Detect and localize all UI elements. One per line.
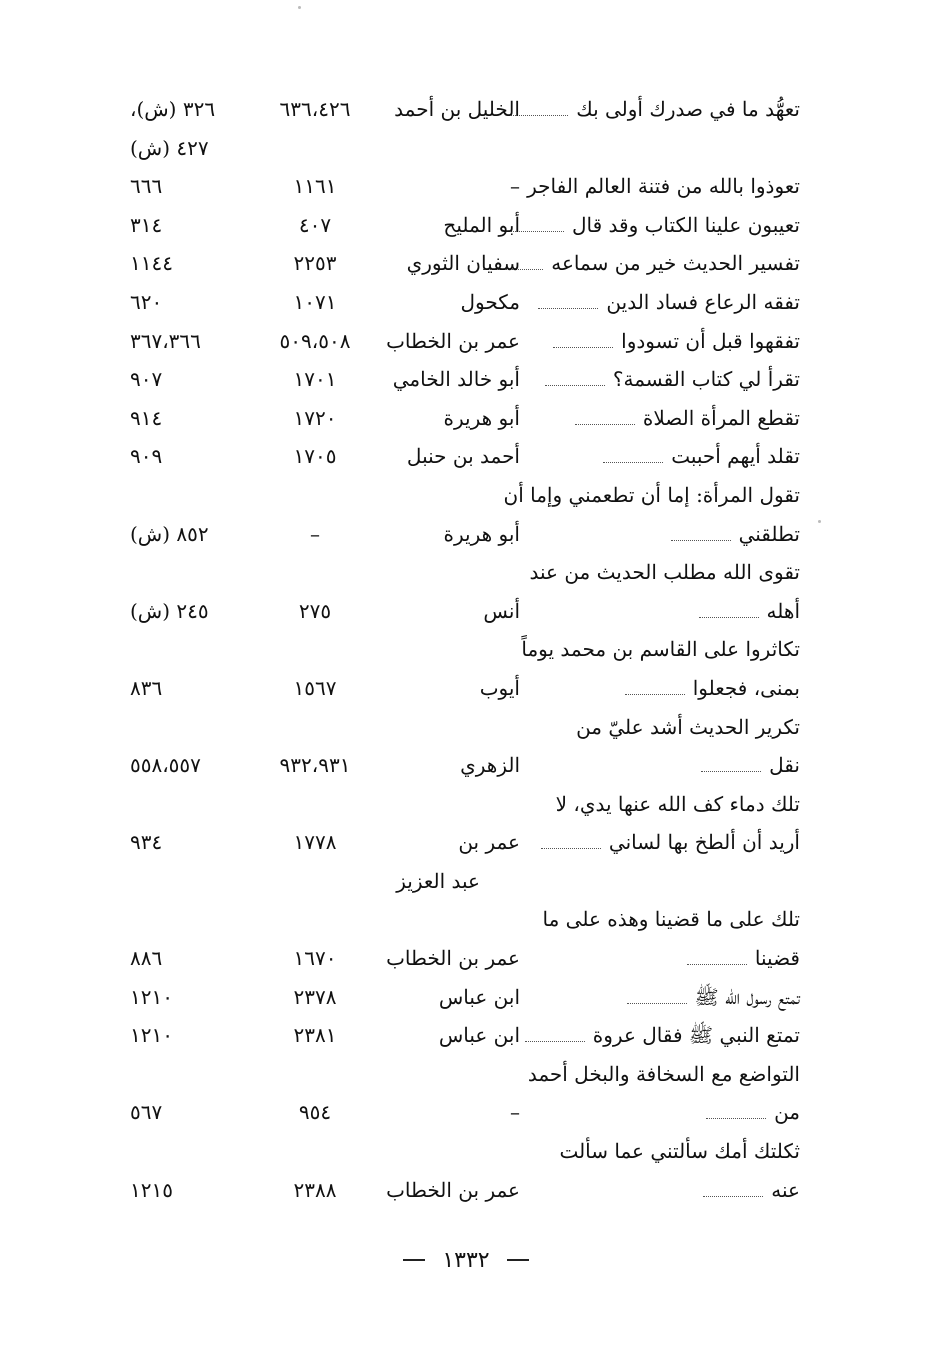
page-reference: ٥٥٨،٥٥٧ [130,753,201,778]
narrator-name: مكحول [460,289,520,314]
leader-dots [625,692,685,695]
scan-speck [818,520,821,523]
hadith-number: ٩٣٢،٩٣١ [279,753,351,778]
hadith-text [500,94,800,124]
index-row [130,167,800,206]
index-row [130,746,800,785]
page-reference: ٩٣٤ [130,830,163,855]
index-row [130,592,800,631]
hadith-text-label: تفقه الرعاع فساد الدين [606,289,800,314]
leader-dots [627,1001,687,1004]
hadith-number: ١٠٧١ [293,289,337,314]
page-reference: ٥٦٧ [130,1100,163,1125]
hadith-text [576,712,800,742]
page-reference: ١٢١٠ [130,984,173,1009]
hadith-text [545,326,800,356]
hadith-text-label: تقطع المرأة الصلاة [642,405,800,430]
hadith-number: ١٧٠٥ [293,444,337,469]
page-reference: ٦٦٦ [130,174,163,199]
index-row [130,862,800,901]
index-row [130,1016,800,1055]
hadith-text-label: بمنى، فجعلوا [692,675,800,700]
hadith-number: ١٦٧٠ [293,946,337,971]
hadith-text-label: تعهُّد ما في صدرك أولى بك [576,97,800,121]
leader-dots [603,460,663,463]
page-reference: ١١٤٤ [130,251,173,276]
hadith-text [567,403,800,433]
hadith-text [521,634,800,664]
page-reference: ٨٨٦ [130,946,163,971]
narrator-name: الخليل بن أحمد [394,97,520,121]
index-row [130,900,800,939]
footer-dash [403,1259,425,1261]
hadith-number: ١٧٠١ [293,367,337,392]
page-reference: ١٢١٥ [130,1177,173,1202]
index-row [130,939,800,978]
hadith-number: ٢٣٧٨ [293,984,337,1009]
footer-dash [507,1259,529,1261]
narrator-name: ابن عباس [438,984,520,1009]
narrator-name: عمر بن الخطاب [386,946,520,971]
narrator-name: عمر بن الخطاب [386,328,520,353]
narrator-name: – [510,174,520,199]
hadith-text-label: أهله [766,598,800,623]
hadith-text [496,210,800,240]
leader-dots [706,1116,766,1119]
page-reference: ٩١٤ [130,405,163,430]
narrator-name: سفيان الثوري [406,251,520,276]
page-reference: ١٢١٠ [130,1023,173,1048]
hadith-text [691,596,800,626]
hadith-number: – [310,521,320,546]
hadith-text [556,789,800,819]
page-reference: ٤٢٧ (ش) [130,135,209,160]
hadith-text-label: تقوى الله مطلب الحديث من عند [529,560,800,585]
page-reference: ٩٠٧ [130,367,163,392]
leader-dots [699,615,759,618]
leader-dots [541,846,601,849]
narrator-name: أبو هريرة [443,521,520,546]
index-row [130,1132,800,1171]
index-row [130,785,800,824]
hadith-text-label: تقرأ لي كتاب القسمة؟ [612,367,800,392]
hadith-text-label: تقول المرأة: إما أن تطعمني وإما أن [503,482,800,507]
hadith-text-label: تمتع النبي ﷺ فقال عروة [592,1023,800,1048]
hadith-number: ١٧٧٨ [293,830,337,855]
narrator-name: ابن عباس [438,1023,520,1048]
hadith-index-list [130,90,800,1209]
index-row [130,322,800,361]
page-reference: ٣٢٦ (ش)، [130,97,216,121]
narrator-name: – [510,1100,520,1125]
hadith-text [530,287,800,317]
hadith-number: ٢٣٨١ [293,1023,337,1048]
index-row [130,476,800,515]
narrator-name: أبو المليح [443,212,520,237]
page-reference: ٣١٤ [130,212,163,237]
hadith-number: ١٥٦٧ [293,675,337,700]
index-row [130,90,800,129]
index-row [130,283,800,322]
leader-dots [671,538,731,541]
hadith-number: ٥٠٩،٥٠٨ [279,328,351,353]
narrator-name: أبو خالد الخامي [392,367,520,392]
narrator-name: أيوب [479,675,520,700]
hadith-text [530,557,801,587]
leader-dots [687,962,747,965]
index-row [130,1093,800,1132]
page-reference: ٩٠٩ [130,444,163,469]
hadith-text [698,1097,800,1127]
hadith-text [617,673,800,703]
hadith-text-label: عنه [771,1177,800,1202]
hadith-number: ٩٥٤ [298,1100,332,1125]
hadith-text [533,827,800,857]
index-row [130,515,800,554]
index-row [130,669,800,708]
hadith-text [527,171,800,201]
page-footer [0,1248,932,1273]
hadith-text [679,943,800,973]
index-row [130,244,800,283]
index-row [130,708,800,747]
hadith-text-label: ثكلتك أمك سألتني عما سألت [559,1139,800,1164]
hadith-number: ١١٦١ [293,174,337,199]
hadith-text [695,1175,800,1205]
index-row [130,129,800,168]
hadith-text [559,1136,800,1166]
hadith-text-label: تكرير الحديث أشد عليّ من [576,714,800,739]
hadith-number: ١٧٢٠ [293,405,337,430]
narrator-name: عمر بن [458,830,520,855]
hadith-text-label: تفقهوا قبل أن تسودوا [621,328,800,353]
narrator-name: أحمد بن حنبل [406,444,520,469]
hadith-number: ٤٠٧ [298,212,332,237]
page-reference: ٨٥٢ (ش) [130,521,209,546]
index-row [130,630,800,669]
hadith-text-label: التواضع مع السخافة والبخل أحمد [527,1061,800,1086]
hadith-text [475,248,800,278]
leader-dots [538,306,598,309]
narrator-name: عمر بن الخطاب [386,1177,520,1202]
hadith-text-label: من [774,1100,800,1125]
hadith-number: ٢٢٥٣ [293,251,337,276]
leader-dots [525,1039,585,1042]
hadith-text [504,480,800,510]
narrator-name: أنس [483,598,520,623]
narrator-name: أبو هريرة [443,405,520,430]
hadith-number: ٢٣٨٨ [293,1177,337,1202]
leader-dots [553,345,613,348]
hadith-text [517,1020,800,1050]
hadith-text-label: تمتع رسول الله ﷺ [694,984,800,1009]
leader-dots [545,383,605,386]
hadith-text [595,441,800,471]
leader-dots [701,769,761,772]
hadith-text-label: تعيبون علينا الكتاب وقد قال [571,212,800,237]
hadith-text [543,904,801,934]
index-row [130,978,800,1017]
index-row [130,823,800,862]
hadith-number: ٦٣٦،٤٢٦ [279,97,351,121]
narrator-continuation: عبد العزيز [396,868,480,893]
hadith-text-label: تطلقني [738,521,800,546]
hadith-text-label: تكاثروا على القاسم بن محمد يوماً [521,637,800,662]
page-reference: ٣٦٧،٣٦٦ [130,328,201,353]
leader-dots [575,422,635,425]
index-row [130,206,800,245]
index-row [130,1171,800,1210]
hadith-number: ٢٧٥ [298,598,332,623]
page-reference: ٦٢٠ [130,289,163,314]
hadith-text-label: تفسير الحديث خير من سماعه [551,251,800,276]
scan-speck [298,6,301,9]
hadith-text [693,750,800,780]
narrator-name: الزهري [460,753,520,778]
hadith-text-label: تلك على ما قضينا وهذه على ما [542,907,800,932]
page-reference: ٢٤٥ (ش) [130,598,209,623]
hadith-text-label: تعوذوا بالله من فتنة العالم الفاجر [527,174,800,199]
hadith-text [537,364,800,394]
index-row [130,437,800,476]
hadith-text-label: تلك دماء كف الله عنها يدي، لا [555,791,800,816]
hadith-text-label: قضينا [754,946,800,971]
leader-dots [703,1194,763,1197]
page-reference: ٨٣٦ [130,675,163,700]
index-row [130,360,800,399]
index-row [130,399,800,438]
hadith-text-label: نقل [769,753,800,778]
hadith-text-label: أريد أن ألطخ بها لساني [608,830,800,855]
hadith-text-label: تقلد أيهم أحببت [671,444,800,469]
page-number: ١٣٣٢ [442,1248,490,1273]
index-row [130,1055,800,1094]
hadith-text [619,982,800,1012]
hadith-text [528,1059,800,1089]
hadith-text [663,519,800,549]
index-row [130,553,800,592]
